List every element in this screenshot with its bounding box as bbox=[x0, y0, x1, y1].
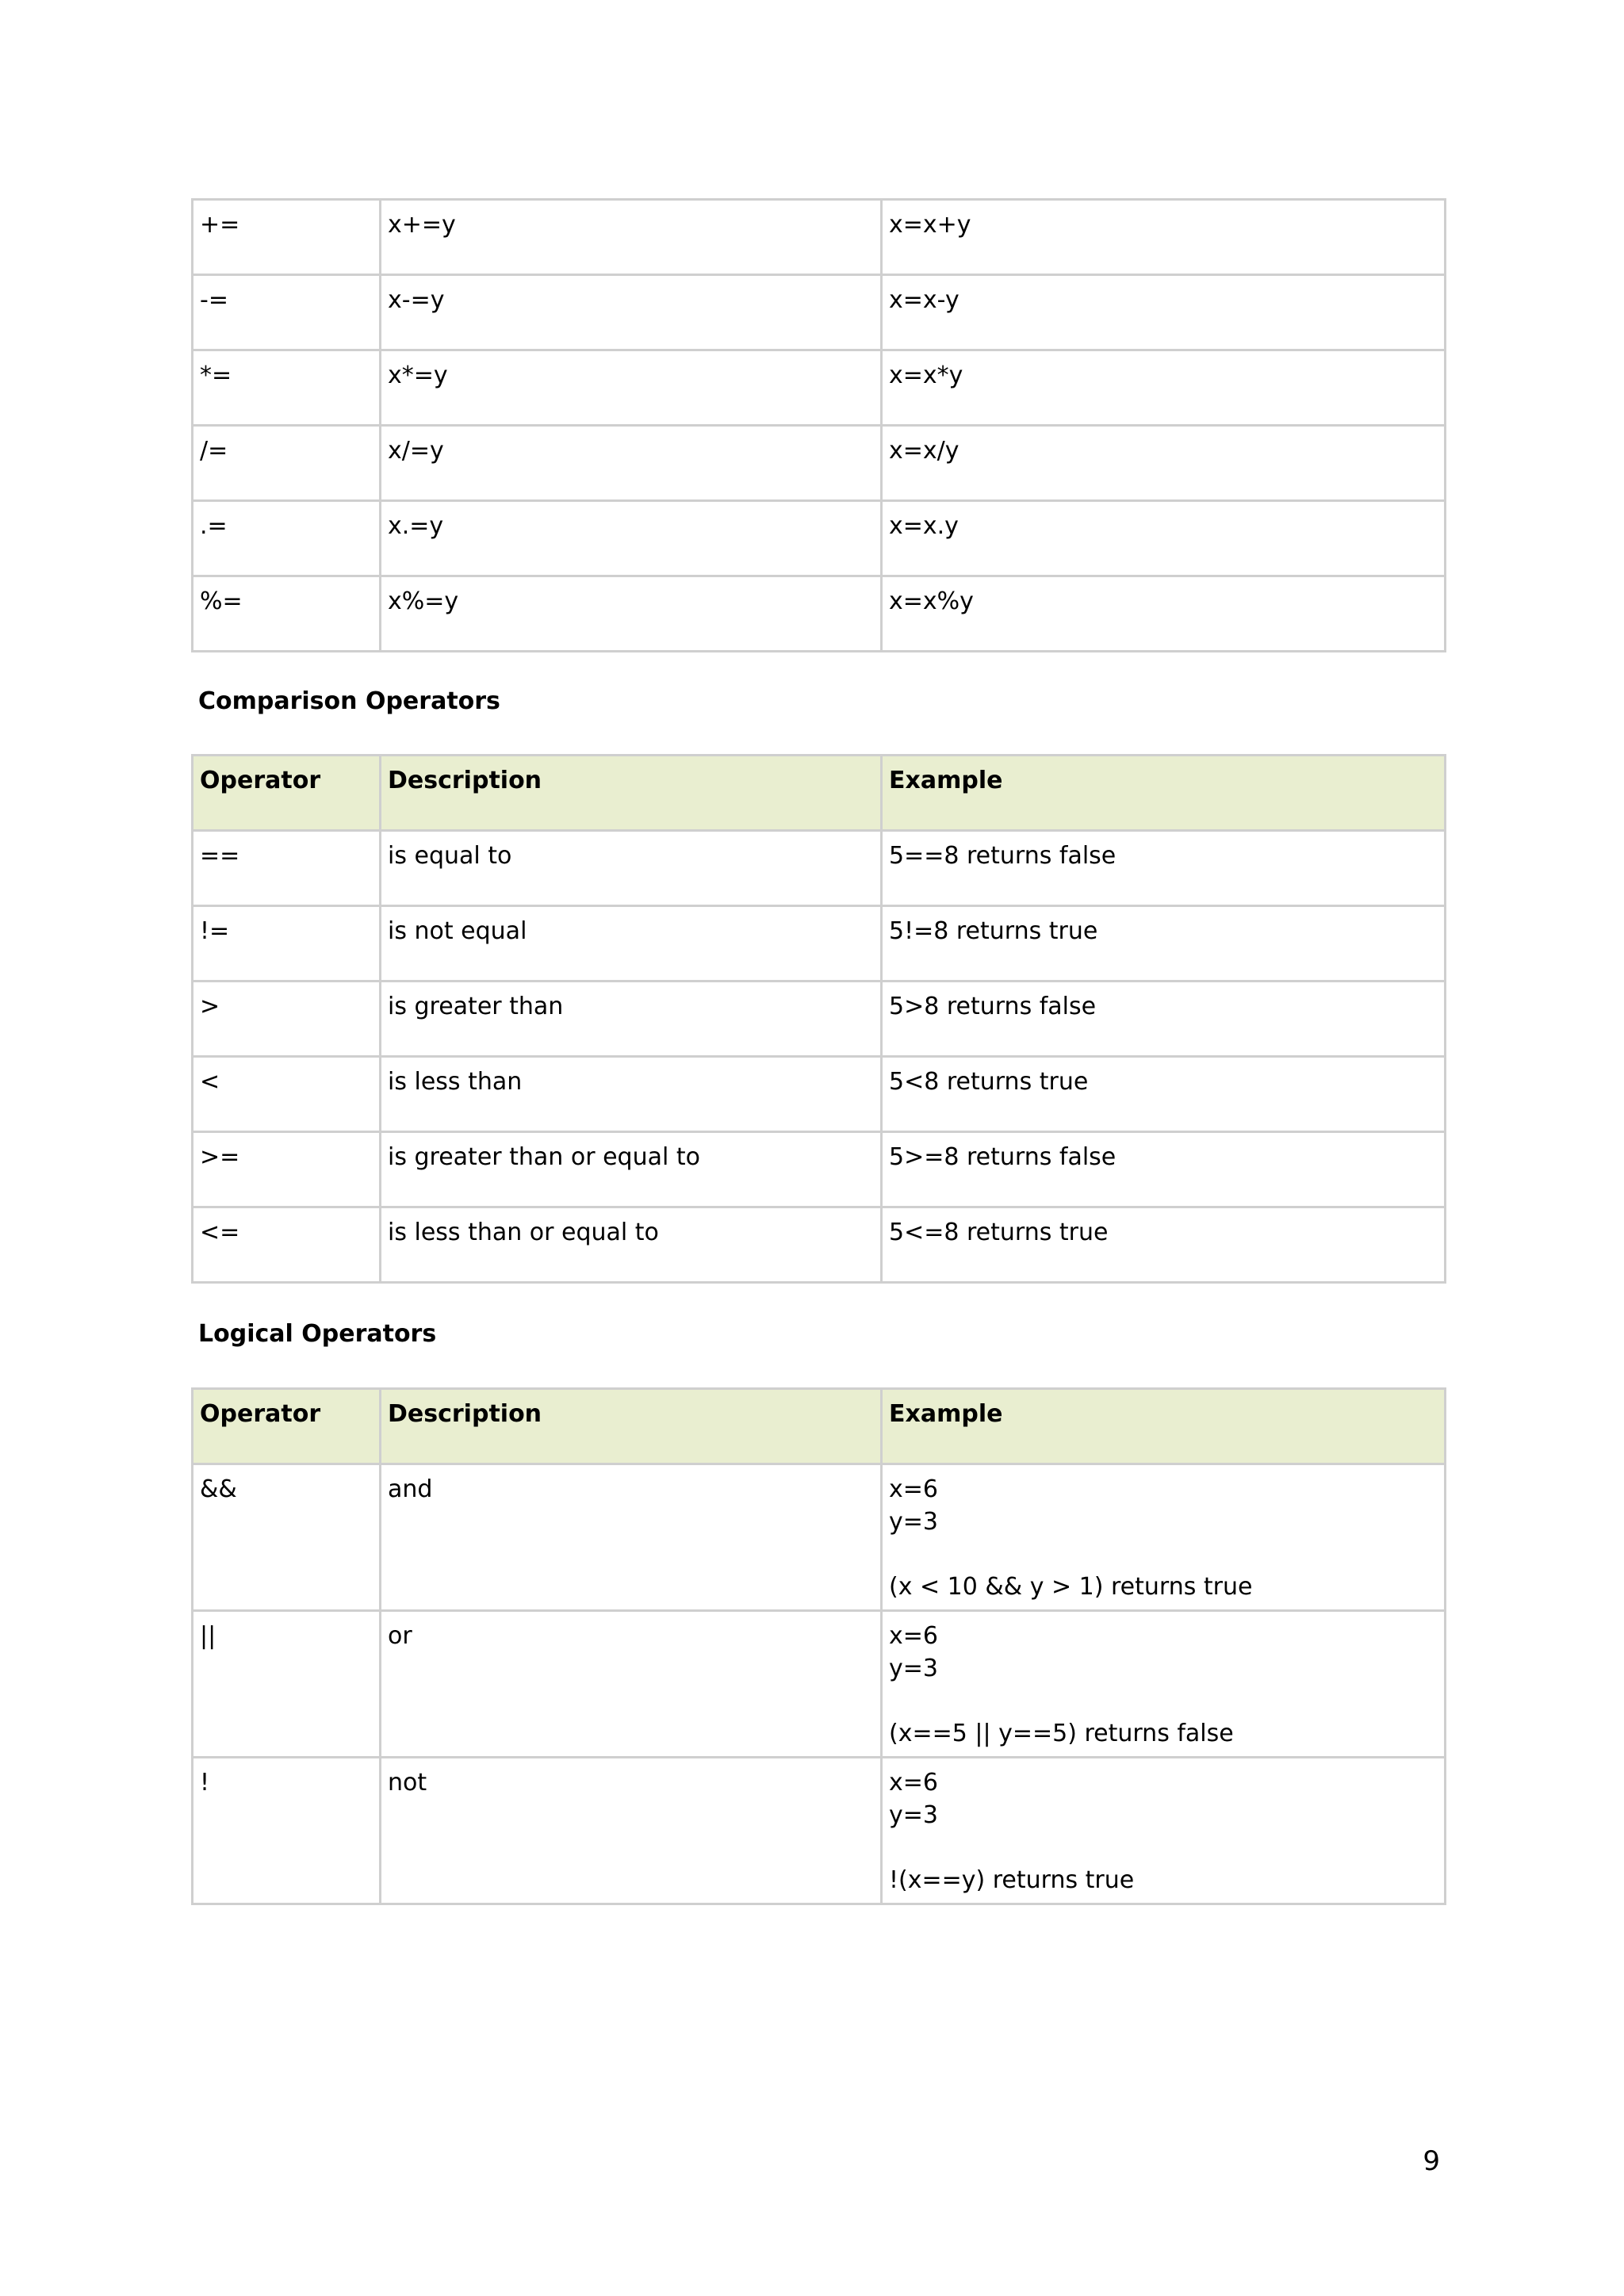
equivalent-cell: x=x-y bbox=[882, 275, 1446, 350]
table-row bbox=[193, 200, 1446, 275]
table-row bbox=[193, 1057, 1446, 1132]
example-line: y=3 bbox=[889, 1655, 938, 1682]
header-description: Description bbox=[381, 1389, 882, 1464]
example-line: (x < 10 && y > 1) returns true bbox=[889, 1573, 1253, 1601]
header-description: Description bbox=[381, 756, 882, 831]
operator-cell: -= bbox=[193, 275, 381, 350]
table-row bbox=[193, 1758, 1446, 1904]
example-line bbox=[889, 1538, 1438, 1571]
table-row bbox=[193, 350, 1446, 426]
example-cell: x*=y bbox=[381, 350, 882, 426]
operator-cell: ! bbox=[193, 1758, 381, 1904]
equivalent-cell: x=x.y bbox=[882, 501, 1446, 576]
table-row bbox=[193, 982, 1446, 1057]
operator-cell: *= bbox=[193, 350, 381, 426]
example-line: x=6 bbox=[889, 1769, 938, 1797]
description-cell: not bbox=[381, 1758, 882, 1904]
operator-cell: >= bbox=[193, 1132, 381, 1207]
description-cell: is less than bbox=[381, 1057, 882, 1132]
example-line: x=6 bbox=[889, 1475, 938, 1503]
comparison-operators-table bbox=[191, 754, 1446, 1284]
operator-cell: && bbox=[193, 1464, 381, 1611]
table-row bbox=[193, 1464, 1446, 1611]
example-cell: x+=y bbox=[381, 200, 882, 275]
assignment-operators-table bbox=[191, 198, 1446, 652]
header-operator: Operator bbox=[193, 756, 381, 831]
logical-operators-table bbox=[191, 1387, 1446, 1905]
example-cell bbox=[882, 1758, 1446, 1904]
operator-cell: += bbox=[193, 200, 381, 275]
example-cell bbox=[882, 1611, 1446, 1758]
operator-cell: %= bbox=[193, 576, 381, 652]
table-row bbox=[193, 1611, 1446, 1758]
example-cell: x-=y bbox=[381, 275, 882, 350]
logical-operators-heading: Logical Operators bbox=[198, 1320, 437, 1348]
example-line bbox=[889, 1831, 1438, 1864]
equivalent-cell: x=x+y bbox=[882, 200, 1446, 275]
table-row bbox=[193, 275, 1446, 350]
description-cell: is less than or equal to bbox=[381, 1207, 882, 1283]
equivalent-cell: x=x*y bbox=[882, 350, 1446, 426]
table-row bbox=[193, 906, 1446, 982]
header-example: Example bbox=[882, 756, 1446, 831]
operator-cell: != bbox=[193, 906, 381, 982]
header-example: Example bbox=[882, 1389, 1446, 1464]
table-row bbox=[193, 1207, 1446, 1283]
example-cell: 5>=8 returns false bbox=[882, 1132, 1446, 1207]
example-cell: 5>8 returns false bbox=[882, 982, 1446, 1057]
example-line: (x==5 || y==5) returns false bbox=[889, 1720, 1234, 1747]
header-operator: Operator bbox=[193, 1389, 381, 1464]
table-row bbox=[193, 576, 1446, 652]
example-cell: 5<=8 returns true bbox=[882, 1207, 1446, 1283]
example-line: y=3 bbox=[889, 1801, 938, 1829]
equivalent-cell: x=x/y bbox=[882, 426, 1446, 501]
operator-cell: || bbox=[193, 1611, 381, 1758]
operator-cell: .= bbox=[193, 501, 381, 576]
table-row bbox=[193, 426, 1446, 501]
example-line: x=6 bbox=[889, 1622, 938, 1650]
example-cell: x%=y bbox=[381, 576, 882, 652]
table-header-row bbox=[193, 1389, 1446, 1464]
description-cell: is greater than bbox=[381, 982, 882, 1057]
description-cell: or bbox=[381, 1611, 882, 1758]
operator-cell: /= bbox=[193, 426, 381, 501]
table-header-row bbox=[193, 756, 1446, 831]
description-cell: is not equal bbox=[381, 906, 882, 982]
description-cell: and bbox=[381, 1464, 882, 1611]
description-cell: is greater than or equal to bbox=[381, 1132, 882, 1207]
example-cell: x.=y bbox=[381, 501, 882, 576]
example-line: y=3 bbox=[889, 1508, 938, 1536]
page-number: 9 bbox=[1423, 2145, 1440, 2177]
table-row bbox=[193, 501, 1446, 576]
equivalent-cell: x=x%y bbox=[882, 576, 1446, 652]
example-line: !(x==y) returns true bbox=[889, 1866, 1135, 1894]
example-cell: 5==8 returns false bbox=[882, 831, 1446, 906]
table-row bbox=[193, 1132, 1446, 1207]
example-cell: x/=y bbox=[381, 426, 882, 501]
operator-cell: > bbox=[193, 982, 381, 1057]
example-line bbox=[889, 1685, 1438, 1717]
example-cell: 5<8 returns true bbox=[882, 1057, 1446, 1132]
operator-cell: <= bbox=[193, 1207, 381, 1283]
description-cell: is equal to bbox=[381, 831, 882, 906]
operator-cell: < bbox=[193, 1057, 381, 1132]
table-row bbox=[193, 831, 1446, 906]
comparison-operators-heading: Comparison Operators bbox=[198, 687, 500, 715]
example-cell bbox=[882, 1464, 1446, 1611]
example-cell: 5!=8 returns true bbox=[882, 906, 1446, 982]
operator-cell: == bbox=[193, 831, 381, 906]
